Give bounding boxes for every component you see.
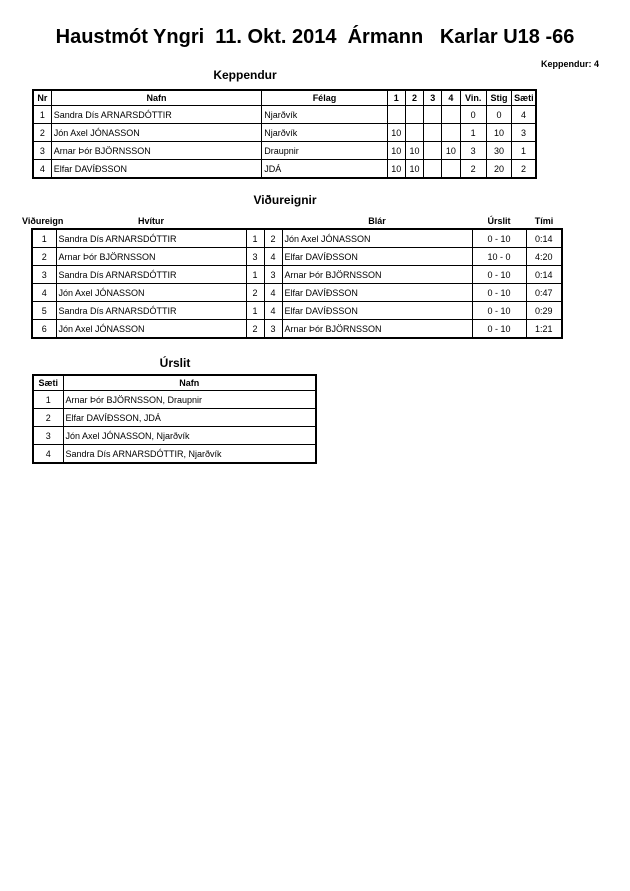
cell-place: 4 xyxy=(512,106,536,124)
cell-white: Sandra Dís ARNARSDÓTTIR xyxy=(56,302,246,320)
table-row xyxy=(32,320,562,339)
results-heading: Úrslit xyxy=(159,356,191,370)
cell-name: Elfar DAVÍÐSSON xyxy=(51,160,262,179)
cell-result: 0 - 10 xyxy=(472,266,526,284)
cell-name: Arnar Þór BJÖRNSSON, Draupnir xyxy=(63,391,316,409)
cell-r4 xyxy=(442,106,460,124)
cell-blue-nr: 3 xyxy=(264,320,282,339)
cell-r1: 10 xyxy=(387,124,405,142)
matches-table xyxy=(22,214,563,339)
cell-name: Arnar Þór BJÖRNSSON xyxy=(51,142,262,160)
cell-white: Sandra Dís ARNARSDÓTTIR xyxy=(56,266,246,284)
results-header-row xyxy=(33,375,316,391)
matches-heading: Viðureignir xyxy=(253,193,317,207)
col-blue: Blár xyxy=(368,216,386,226)
cell-time: 4:20 xyxy=(526,248,562,266)
cell-no: 6 xyxy=(32,320,56,339)
col-blue-nr xyxy=(264,214,282,229)
cell-time: 0:29 xyxy=(526,302,562,320)
col-nr: Nr xyxy=(33,90,51,106)
cell-place: 2 xyxy=(33,409,63,427)
cell-time: 0:14 xyxy=(526,229,562,248)
cell-club: JDÁ xyxy=(262,160,387,179)
page-title: Haustmót Yngri 11. Okt. 2014 Ármann Karlar U18 -66 xyxy=(55,26,575,48)
results-table xyxy=(32,374,317,464)
cell-name: Sandra Dís ARNARSDÓTTIR, Njarðvík xyxy=(63,445,316,464)
table-row xyxy=(33,427,316,445)
cell-club: Draupnir xyxy=(262,142,387,160)
cell-wins: 3 xyxy=(460,142,486,160)
table-row xyxy=(33,124,536,142)
matches-header-row xyxy=(32,214,562,229)
cell-points: 0 xyxy=(486,106,511,124)
table-row xyxy=(32,284,562,302)
cell-points: 20 xyxy=(486,160,511,179)
cell-r2 xyxy=(405,106,423,124)
col-club: Félag xyxy=(262,90,387,106)
cell-r1 xyxy=(387,106,405,124)
cell-place: 4 xyxy=(33,445,63,464)
col-place: Sæti xyxy=(33,375,63,391)
cell-blue-nr: 2 xyxy=(264,229,282,248)
table-row xyxy=(33,409,316,427)
col-time: Tími xyxy=(534,216,554,226)
cell-blue-nr: 4 xyxy=(264,284,282,302)
col-place: Sæti xyxy=(512,90,536,106)
col-wins: Vin. xyxy=(460,90,486,106)
cell-place: 1 xyxy=(512,142,536,160)
col-name: Nafn xyxy=(63,375,316,391)
cell-r1: 10 xyxy=(387,160,405,179)
col-r1: 1 xyxy=(387,90,405,106)
table-row xyxy=(32,248,562,266)
table-row xyxy=(33,106,536,124)
cell-white-nr: 2 xyxy=(246,284,264,302)
cell-time: 1:21 xyxy=(526,320,562,339)
cell-white-nr: 1 xyxy=(246,302,264,320)
cell-r3 xyxy=(424,142,442,160)
participants-header-row xyxy=(33,90,536,106)
table-row xyxy=(32,302,562,320)
cell-no: 3 xyxy=(32,266,56,284)
table-row xyxy=(33,445,316,464)
cell-name: Sandra Dís ARNARSDÓTTIR xyxy=(51,106,262,124)
cell-result: 10 - 0 xyxy=(472,248,526,266)
cell-no: 5 xyxy=(32,302,56,320)
cell-white-nr: 2 xyxy=(246,320,264,339)
table-row xyxy=(33,142,536,160)
cell-r4 xyxy=(442,124,460,142)
cell-blue-nr: 4 xyxy=(264,248,282,266)
cell-points: 30 xyxy=(486,142,511,160)
cell-blue: Elfar DAVÍÐSSON xyxy=(282,302,472,320)
col-r4: 4 xyxy=(442,90,460,106)
table-row xyxy=(32,229,562,248)
cell-r2 xyxy=(405,124,423,142)
cell-place: 2 xyxy=(512,160,536,179)
cell-r2: 10 xyxy=(405,142,423,160)
cell-nr: 1 xyxy=(33,106,51,124)
cell-no: 1 xyxy=(32,229,56,248)
cell-r3 xyxy=(424,106,442,124)
col-match-label: Viðureign xyxy=(22,216,64,226)
cell-name: Elfar DAVÍÐSSON, JDÁ xyxy=(63,409,316,427)
participant-count: Keppendur: 4 xyxy=(540,59,599,69)
cell-place: 3 xyxy=(512,124,536,142)
cell-points: 10 xyxy=(486,124,511,142)
cell-blue-nr: 3 xyxy=(264,266,282,284)
cell-wins: 2 xyxy=(460,160,486,179)
participants-heading: Keppendur xyxy=(213,68,277,82)
cell-wins: 0 xyxy=(460,106,486,124)
cell-r3 xyxy=(424,124,442,142)
cell-place: 3 xyxy=(33,427,63,445)
table-row xyxy=(33,391,316,409)
cell-name: Jón Axel JÓNASSON, Njarðvík xyxy=(63,427,316,445)
cell-blue: Elfar DAVÍÐSSON xyxy=(282,284,472,302)
cell-white: Sandra Dís ARNARSDÓTTIR xyxy=(56,229,246,248)
cell-place: 1 xyxy=(33,391,63,409)
cell-r4 xyxy=(442,160,460,179)
cell-time: 0:14 xyxy=(526,266,562,284)
cell-club: Njarðvík xyxy=(262,124,387,142)
cell-blue: Elfar DAVÍÐSSON xyxy=(282,248,472,266)
col-white-nr xyxy=(246,214,264,229)
cell-white: Arnar Þór BJÖRNSSON xyxy=(56,248,246,266)
cell-time: 0:47 xyxy=(526,284,562,302)
cell-blue: Jón Axel JÓNASSON xyxy=(282,229,472,248)
cell-club: Njarðvík xyxy=(262,106,387,124)
table-row xyxy=(32,266,562,284)
cell-r4: 10 xyxy=(442,142,460,160)
cell-r2: 10 xyxy=(405,160,423,179)
cell-result: 0 - 10 xyxy=(472,320,526,339)
cell-white: Jón Axel JÓNASSON xyxy=(56,284,246,302)
col-points: Stig xyxy=(486,90,511,106)
cell-r3 xyxy=(424,160,442,179)
cell-no: 2 xyxy=(32,248,56,266)
cell-blue: Arnar Þór BJÖRNSSON xyxy=(282,266,472,284)
cell-white-nr: 1 xyxy=(246,266,264,284)
cell-r1: 10 xyxy=(387,142,405,160)
cell-nr: 4 xyxy=(33,160,51,179)
cell-no: 4 xyxy=(32,284,56,302)
cell-nr: 2 xyxy=(33,124,51,142)
cell-result: 0 - 10 xyxy=(472,302,526,320)
cell-white-nr: 1 xyxy=(246,229,264,248)
table-row xyxy=(33,160,536,179)
cell-blue-nr: 4 xyxy=(264,302,282,320)
cell-name: Jón Axel JÓNASSON xyxy=(51,124,262,142)
col-result: Úrslit xyxy=(487,216,511,226)
cell-blue: Arnar Þór BJÖRNSSON xyxy=(282,320,472,339)
col-name: Nafn xyxy=(51,90,262,106)
col-white: Hvítur xyxy=(137,216,164,226)
col-r2: 2 xyxy=(405,90,423,106)
cell-result: 0 - 10 xyxy=(472,284,526,302)
cell-wins: 1 xyxy=(460,124,486,142)
cell-nr: 3 xyxy=(33,142,51,160)
participants-table xyxy=(32,89,537,179)
col-match xyxy=(22,214,64,229)
col-r3: 3 xyxy=(424,90,442,106)
cell-result: 0 - 10 xyxy=(472,229,526,248)
cell-white-nr: 3 xyxy=(246,248,264,266)
cell-white: Jón Axel JÓNASSON xyxy=(56,320,246,339)
